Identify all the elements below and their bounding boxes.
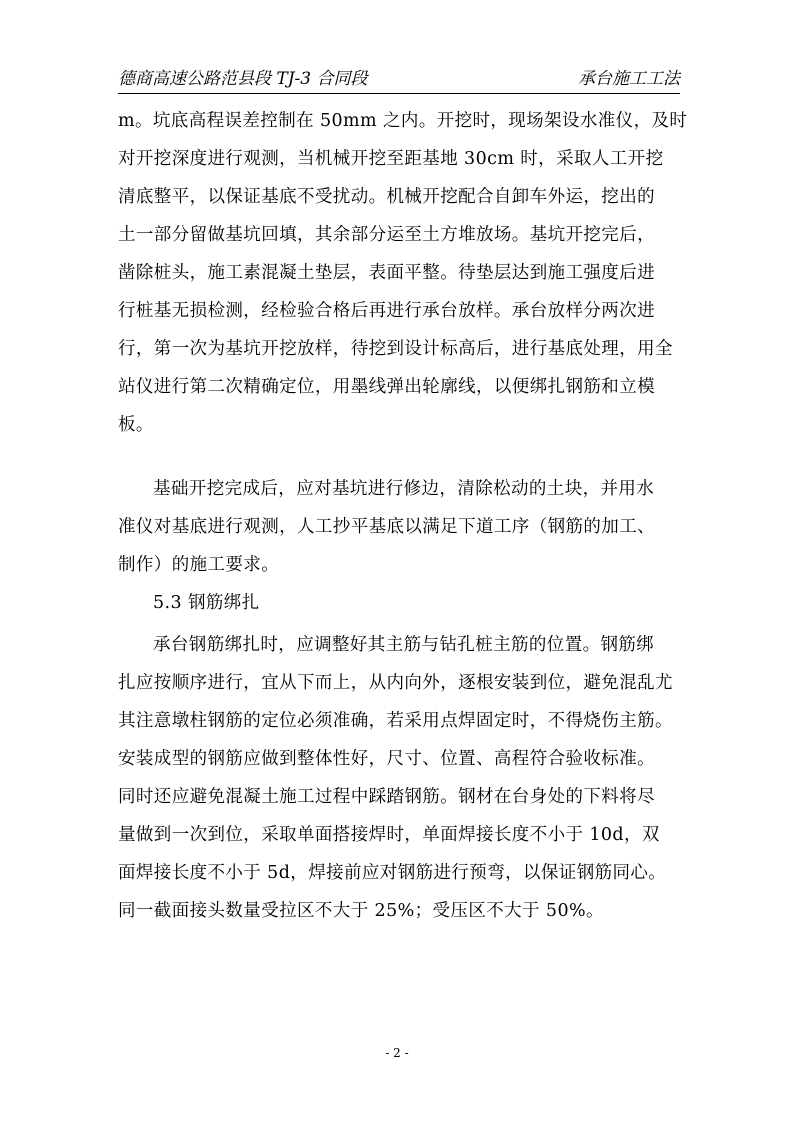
text-line: 对开挖深度进行观测，当机械开挖至距基地 30cm 时，采取人工开挖 [118, 149, 664, 169]
text-line: 同一截面接头数量受拉区不大于 25%；受压区不大于 50%。 [118, 901, 604, 921]
header-divider [118, 93, 680, 94]
text-line: 站仪进行第二次精确定位，用墨线弹出轮廓线，以便绑扎钢筋和立模 [118, 377, 655, 397]
text-line: 制作）的施工要求。 [118, 555, 280, 575]
text-line: 土一部分留做基坑回填，其余部分运至土方堆放场。基坑开挖完后， [118, 225, 655, 245]
section-heading: 5.3 钢筋绑扎 [153, 593, 260, 613]
text-line: 量做到一次到位，采取单面搭接焊时，单面焊接长度不小于 10d，双 [118, 825, 660, 845]
header-project-title: 德商高速公路范县段 TJ-3 合同段 [118, 69, 368, 89]
page-number: - 2 - [385, 1046, 409, 1060]
text-line: 基础开挖完成后，应对基坑进行修边，清除松动的土块，并用水 [153, 479, 655, 499]
text-line: 其注意墩柱钢筋的定位必须准确，若采用点焊固定时，不得烧伤主筋。 [118, 711, 673, 731]
text-line: 面焊接长度不小于 5d，焊接前应对钢筋进行预弯，以保证钢筋同心。 [118, 863, 667, 883]
text-line: 承台钢筋绑扎时，应调整好其主筋与钻孔桩主筋的位置。钢筋绑 [153, 635, 655, 655]
text-line: 扎应按顺序进行，宜从下而上，从内向外，逐根安装到位，避免混乱尤 [118, 673, 673, 693]
text-line: 准仪对基底进行观测，人工抄平基底以满足下道工序（钢筋的加工、 [118, 517, 655, 537]
page-header [118, 68, 680, 90]
text-line: 行，第一次为基坑开挖放样，待挖到设计标高后，进行基底处理，用全 [118, 339, 673, 359]
text-line: 行桩基无损检测，经检验合格后再进行承台放样。承台放样分两次进 [118, 301, 655, 321]
header-section-title: 承台施工工法 [578, 69, 680, 89]
text-line: 安装成型的钢筋应做到整体性好，尺寸、位置、高程符合验收标准。 [118, 749, 655, 769]
text-line: 清底整平，以保证基底不受扰动。机械开挖配合自卸车外运，挖出的 [118, 187, 655, 207]
text-line: 凿除桩头，施工素混凝土垫层，表面平整。待垫层达到施工强度后进 [118, 263, 655, 283]
text-line: m。坑底高程误差控制在 50mm 之内。开挖时，现场架设水准仪，及时 [118, 111, 688, 131]
text-line: 同时还应避免混凝土施工过程中踩踏钢筋。钢材在台身处的下料将尽 [118, 787, 655, 807]
text-line: 板。 [118, 415, 154, 435]
